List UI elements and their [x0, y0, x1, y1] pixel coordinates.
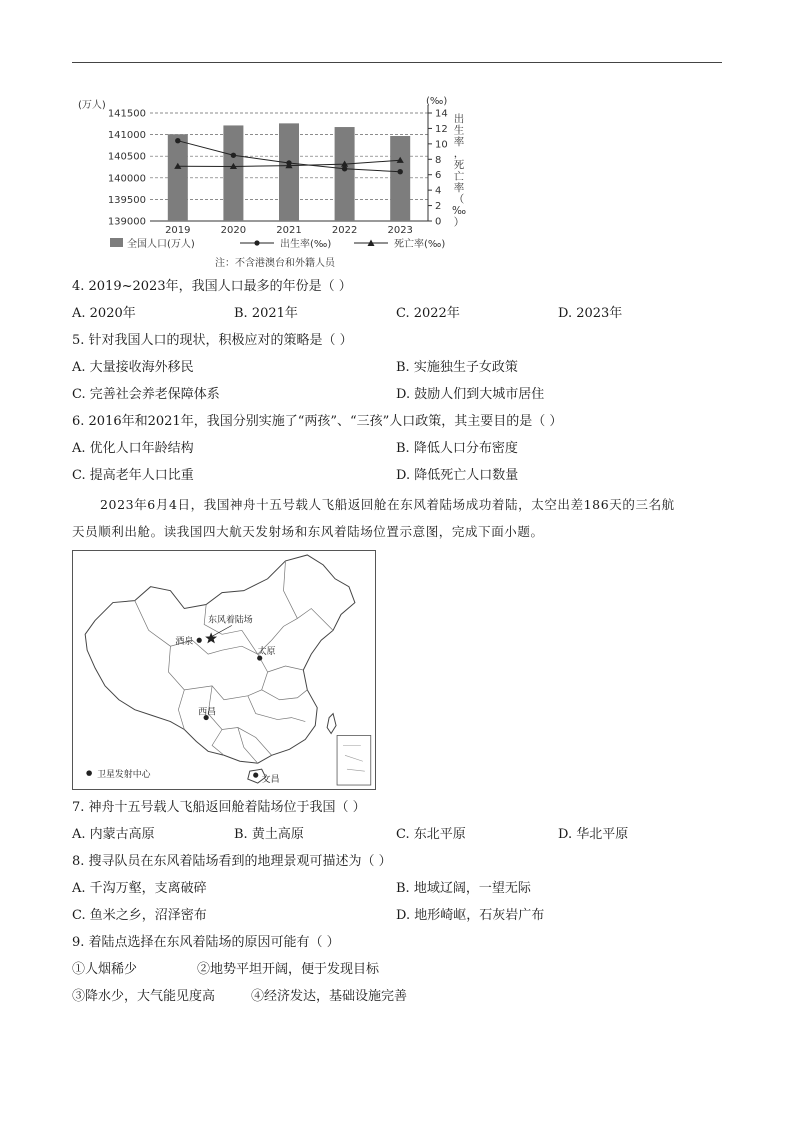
q6-option-b[interactable]: B. 降低人口分布密度 [396, 441, 518, 456]
map-legend-text: 卫星发射中心 [97, 770, 151, 781]
x-tick-label: 2019 [165, 225, 191, 236]
q9-option-2[interactable]: ②地势平坦开阔，便于发现目标 [197, 962, 380, 977]
legend-death: 死亡率(‰) [394, 239, 446, 250]
map-label-xichang: 西昌 [198, 707, 217, 718]
right-axis-title-char: 死 [453, 159, 465, 171]
q7-option-b[interactable]: B. 黄土高原 [234, 827, 304, 842]
map-label-landing: 东风着陆场 [208, 615, 253, 626]
right-tick-label: 4 [435, 185, 442, 197]
passage-line-2: 天员顺利出舱。读我国四大航天发射场和东风着陆场位置示意图，完成下面小题。 [72, 524, 544, 539]
map-label-jiuquan: 酒泉 [175, 637, 194, 648]
right-axis-title-char: （ [453, 193, 465, 206]
population-bar [390, 136, 410, 221]
right-axis-title [452, 112, 466, 229]
china-outline [85, 555, 355, 763]
passage-line-1: 2023年6月4日，我国神舟十五号载人飞船返回舱在东风着陆场成功着陆，太空出差186天的三名航 [100, 497, 675, 512]
population-chart [70, 88, 470, 273]
left-unit-label: (万人) [78, 100, 106, 111]
birth-rate-point [231, 153, 236, 158]
q4-stem: 4. 2019~2023年，我国人口最多的年份是（ ） [72, 279, 352, 294]
left-tick-label: 139000 [107, 216, 146, 228]
legend-birth: 出生率(‰) [280, 239, 332, 250]
map-label-taiyuan: 太原 [257, 647, 276, 658]
right-axis-title-char: 亡 [453, 170, 465, 183]
x-tick-label: 2020 [220, 225, 247, 236]
right-axis-title-char: 率 [453, 136, 465, 148]
taiwan-island [327, 714, 336, 734]
q8-stem: 8. 搜寻队员在东风着陆场看到的地理景观可描述为（ ） [72, 854, 392, 869]
birth-rate-point [342, 166, 347, 171]
left-tick-label: 141500 [107, 108, 146, 120]
q7-option-c[interactable]: C. 东北平原 [396, 827, 466, 842]
q8-option-c[interactable]: C. 鱼米之乡，沼泽密布 [72, 908, 207, 923]
q9-option-4[interactable]: ④经济发达，基础设施完善 [251, 989, 408, 1004]
right-axis-title-char: ） [453, 216, 465, 229]
q5-option-b[interactable]: B. 实施独生子女政策 [396, 360, 518, 375]
population-bar [335, 127, 355, 221]
x-tick-label: 2022 [331, 225, 358, 236]
right-tick-label: 8 [435, 154, 442, 166]
header-rule [72, 62, 722, 63]
map-label-wenchang: 文昌 [261, 775, 280, 786]
right-tick-label: 2 [435, 201, 442, 213]
population-bar [279, 123, 299, 221]
x-tick-label: 2023 [387, 225, 413, 236]
q8-option-d[interactable]: D. 地形崎岖，石灰岩广布 [396, 908, 545, 923]
right-tick-label: 12 [435, 123, 448, 135]
site-marker-jiuquan [197, 638, 202, 643]
landing-star-icon [205, 632, 217, 643]
q6-option-d[interactable]: D. 降低死亡人口数量 [396, 468, 519, 483]
right-tick-label: 10 [435, 139, 448, 151]
q9-option-1[interactable]: ①人烟稀少 [72, 962, 138, 977]
q4-option-d[interactable]: D. 2023年 [558, 306, 623, 321]
legend-marker-birth [254, 240, 259, 245]
right-axis-title-char: ‰ [451, 205, 467, 217]
legend-population: 全国人口(万人) [127, 239, 195, 250]
q6-option-a[interactable]: A. 优化人口年龄结构 [72, 441, 194, 456]
q6-stem: 6. 2016年和2021年，我国分别实施了“两孩”、“三孩”人口政策，其主要目的是（ ） [72, 414, 563, 429]
site-marker-wenchang [253, 773, 258, 778]
q5-option-c[interactable]: C. 完善社会养老保障体系 [72, 387, 220, 402]
x-tick-label: 2021 [276, 225, 302, 236]
right-axis-title-char: 率 [453, 182, 465, 194]
south-sea-inset [337, 735, 371, 785]
left-tick-label: 140000 [107, 173, 146, 185]
legend-marker-launch [86, 770, 92, 776]
left-tick-label: 140500 [107, 151, 146, 163]
passage [72, 491, 724, 545]
right-axis-title-char: 出 [453, 113, 465, 125]
q7-option-a[interactable]: A. 内蒙古高原 [72, 827, 155, 842]
right-axis-title-char: 生 [453, 124, 465, 137]
birth-rate-point [398, 169, 403, 174]
legend-swatch-population [110, 238, 123, 247]
population-bar [168, 134, 188, 221]
q8-option-a[interactable]: A. 千沟万壑，支离破碎 [72, 881, 207, 896]
right-tick-label: 14 [435, 108, 448, 120]
q9-option-3[interactable]: ③降水少，大气能见度高 [72, 989, 216, 1004]
birth-rate-point [175, 138, 180, 143]
q8-option-b[interactable]: B. 地域辽阔，一望无际 [396, 881, 531, 896]
q4-option-b[interactable]: B. 2021年 [234, 306, 298, 321]
q9-stem: 9. 着陆点选择在东风着陆场的原因可能有（ ） [72, 935, 340, 950]
left-tick-label: 139500 [107, 194, 146, 206]
q4-option-c[interactable]: C. 2022年 [396, 306, 460, 321]
population-bar [223, 125, 243, 221]
chart-note: 注：不含港澳台和外籍人员 [215, 258, 335, 269]
q5-option-d[interactable]: D. 鼓励人们到大城市居住 [396, 387, 545, 402]
q5-stem: 5. 针对我国人口的现状，积极应对的策略是（ ） [72, 333, 353, 348]
right-tick-label: 6 [435, 170, 442, 182]
q7-stem: 7. 神舟十五号载人飞船返回舱着陆场位于我国（ ） [72, 800, 366, 815]
q5-option-a[interactable]: A. 大量接收海外移民 [72, 360, 194, 375]
right-tick-label: 0 [435, 216, 442, 228]
right-axis-title-char: ， [453, 147, 465, 160]
china-launch-site-map [72, 550, 376, 790]
q7-option-d[interactable]: D. 华北平原 [558, 827, 629, 842]
left-tick-label: 141000 [107, 130, 146, 142]
q4-option-a[interactable]: A. 2020年 [72, 306, 136, 321]
q6-option-c[interactable]: C. 提高老年人口比重 [72, 468, 194, 483]
right-unit-label: (‰) [426, 96, 448, 107]
